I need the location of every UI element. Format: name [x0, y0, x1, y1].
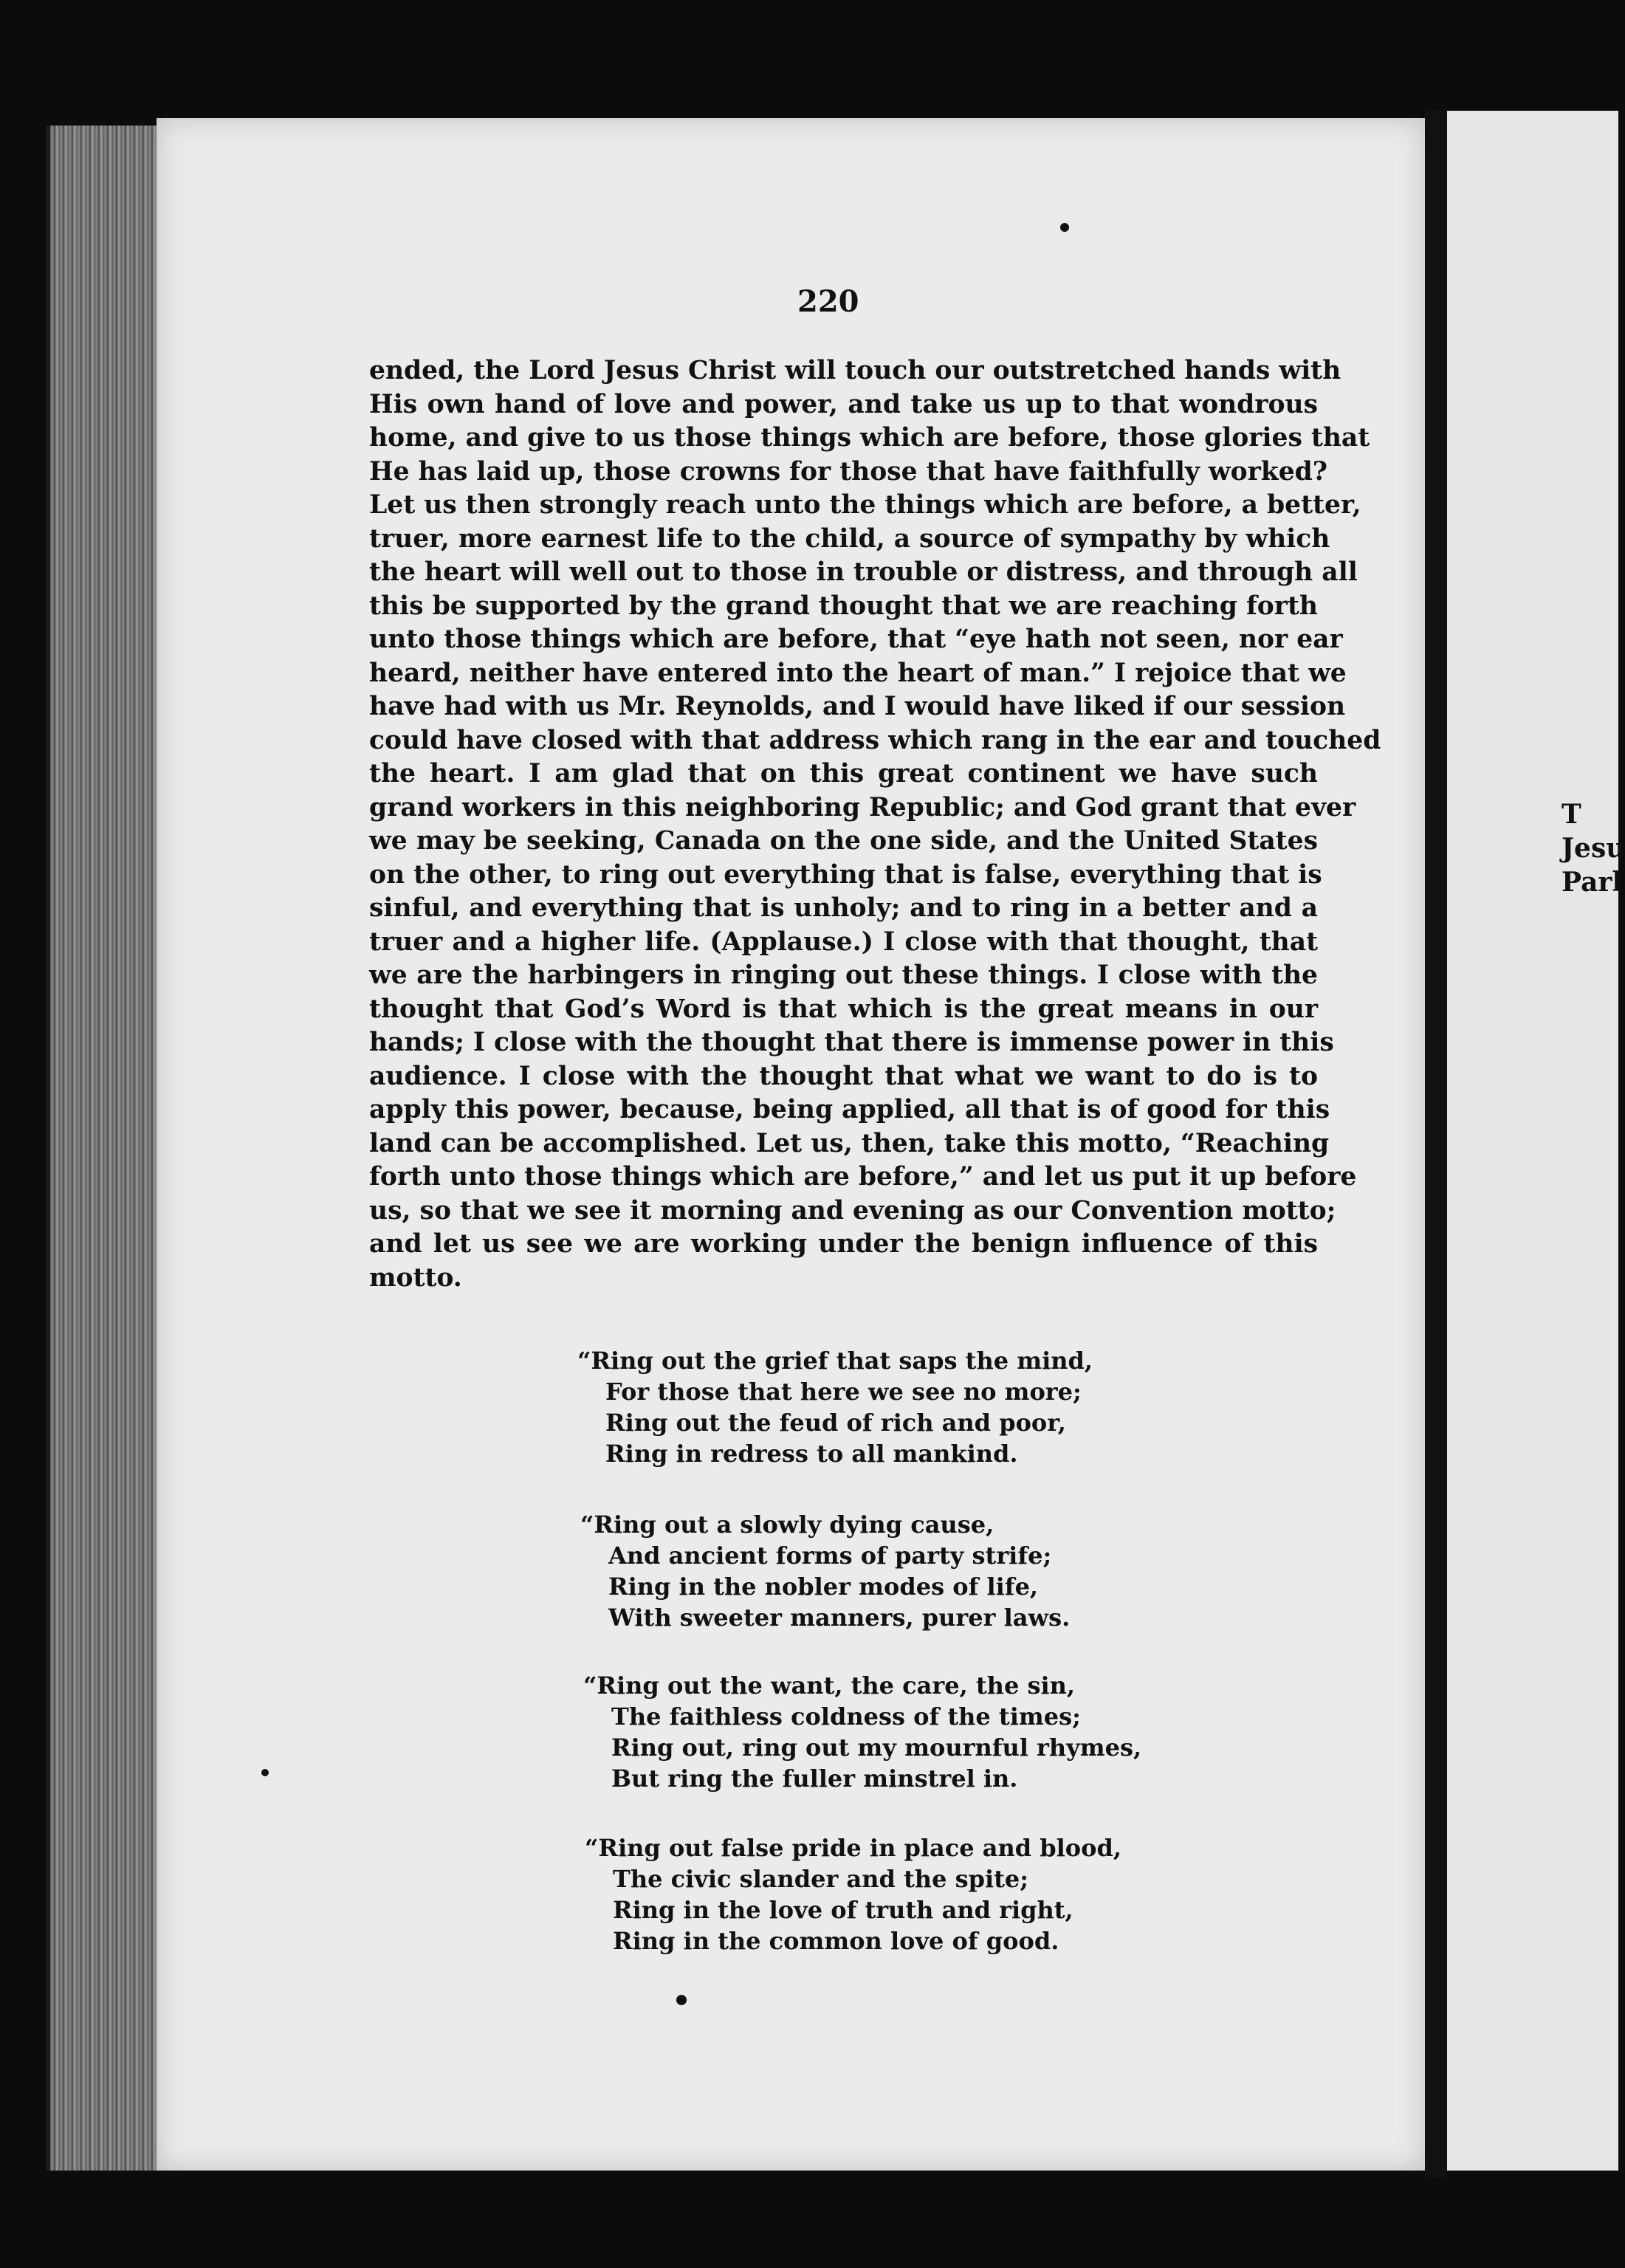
body-line: audience. I close with the thought that what we want to do is to: [369, 1061, 1318, 1091]
poem-line: Ring in the nobler modes of life,: [608, 1573, 1039, 1601]
body-line: the heart. I am glad that on this great continent we have such: [369, 759, 1318, 788]
poem-line: “Ring out the want, the care, the sin,: [583, 1671, 1076, 1700]
facing-page-text: [1562, 797, 1625, 899]
poem-line: Ring in redress to all mankind.: [605, 1440, 1018, 1468]
body-line: ended, the Lord Jesus Christ will touch our outstretched hands with: [369, 356, 1341, 385]
body-line: unto those things which are before, that “eye hath not seen, nor ear: [369, 625, 1343, 654]
ink-spot: [676, 1995, 687, 2005]
body-line: apply this power, because, being applied, all that is of good for this: [369, 1095, 1330, 1124]
poem-line: Ring in the common love of good.: [613, 1927, 1059, 1955]
poem-line: “Ring out the grief that saps the mind,: [577, 1347, 1093, 1375]
facing-fragment-2: Jesu: [1562, 833, 1625, 864]
body-line: could have closed with that address which rang in the ear and touched: [369, 725, 1381, 755]
body-line: we may be seeking, Canada on the one side, and the United States: [369, 826, 1318, 856]
body-line: land can be accomplished. Let us, then, take this motto, “Reaching: [369, 1128, 1330, 1158]
body-line: and let us see we are working under the benign influence of this: [369, 1229, 1318, 1259]
book-page-edges: [46, 126, 161, 2171]
body-line: have had with us Mr. Reynolds, and I would have liked if our session: [369, 692, 1346, 721]
poem-stanza: [583, 1670, 1141, 1794]
body-line: thought that God’s Word is that which is the great means in our: [369, 994, 1318, 1024]
poem-line: “Ring out false pride in place and blood,: [585, 1834, 1121, 1862]
body-line: His own hand of love and power, and take us up to that wondrous: [369, 389, 1318, 419]
page-number: 220: [797, 284, 859, 319]
body-line: the heart will well out to those in trouble or distress, and through all: [369, 557, 1358, 587]
body-line: Let us then strongly reach unto the things which are before, a better,: [369, 490, 1361, 520]
body-line: on the other, to ring out everything that is false, everything that is: [369, 859, 1322, 890]
poem-line: Ring in the love of truth and right,: [613, 1896, 1073, 1924]
book-gutter: [1425, 111, 1447, 2178]
poem-line: The civic slander and the spite;: [613, 1865, 1029, 1893]
body-paragraph: [369, 354, 1381, 1295]
body-line: we are the harbingers in ringing out these things. I close with the: [369, 961, 1318, 990]
body-line: sinful, and everything that is unholy; and to ring in a better and a: [369, 893, 1318, 923]
body-line: motto.: [369, 1262, 462, 1293]
poem-stanza: [585, 1832, 1121, 1956]
poem-line: The faithless coldness of the times;: [611, 1702, 1081, 1731]
body-line: He has laid up, those crowns for those that have faithfully worked?: [369, 456, 1327, 487]
body-line: heard, neither have entered into the heart of man.” I rejoice that we: [369, 658, 1347, 688]
body-line: home, and give to us those things which are before, those glories that: [369, 423, 1370, 453]
poem-line: “Ring out a slowly dying cause,: [580, 1511, 994, 1539]
poem-line: Ring out the feud of rich and poor,: [605, 1409, 1066, 1437]
body-line: forth unto those things which are before,” and let us put it up before: [369, 1162, 1357, 1192]
poem-line: With sweeter manners, purer laws.: [608, 1604, 1071, 1632]
facing-page: [1447, 111, 1625, 2171]
body-line: grand workers in this neighboring Republic; and God grant that ever: [369, 792, 1356, 822]
body-line: truer and a higher life. (Applause.) I close with that thought, that: [369, 927, 1318, 957]
poem-line: For those that here we see no more;: [605, 1378, 1082, 1406]
facing-fragment-1: T: [1562, 799, 1581, 830]
facing-fragment-3: Parl: [1562, 867, 1623, 898]
body-line: us, so that we see it morning and evening as our Convention motto;: [369, 1195, 1336, 1226]
poem-stanza: [577, 1345, 1093, 1469]
poem-line: But ring the fuller minstrel in.: [611, 1764, 1018, 1793]
ink-spot: [261, 1769, 269, 1776]
poem-line: And ancient forms of party strife;: [608, 1542, 1052, 1570]
body-line: truer, more earnest life to the child, a source of sympathy by which: [369, 523, 1330, 554]
body-line: hands; I close with the thought that there is immense power in this: [369, 1028, 1334, 1057]
ink-spot: [1060, 223, 1069, 232]
body-line: this be supported by the grand thought that we are reaching forth: [369, 591, 1318, 621]
poem-line: Ring out, ring out my mournful rhymes,: [611, 1733, 1142, 1762]
poem-stanza: [580, 1509, 1070, 1633]
